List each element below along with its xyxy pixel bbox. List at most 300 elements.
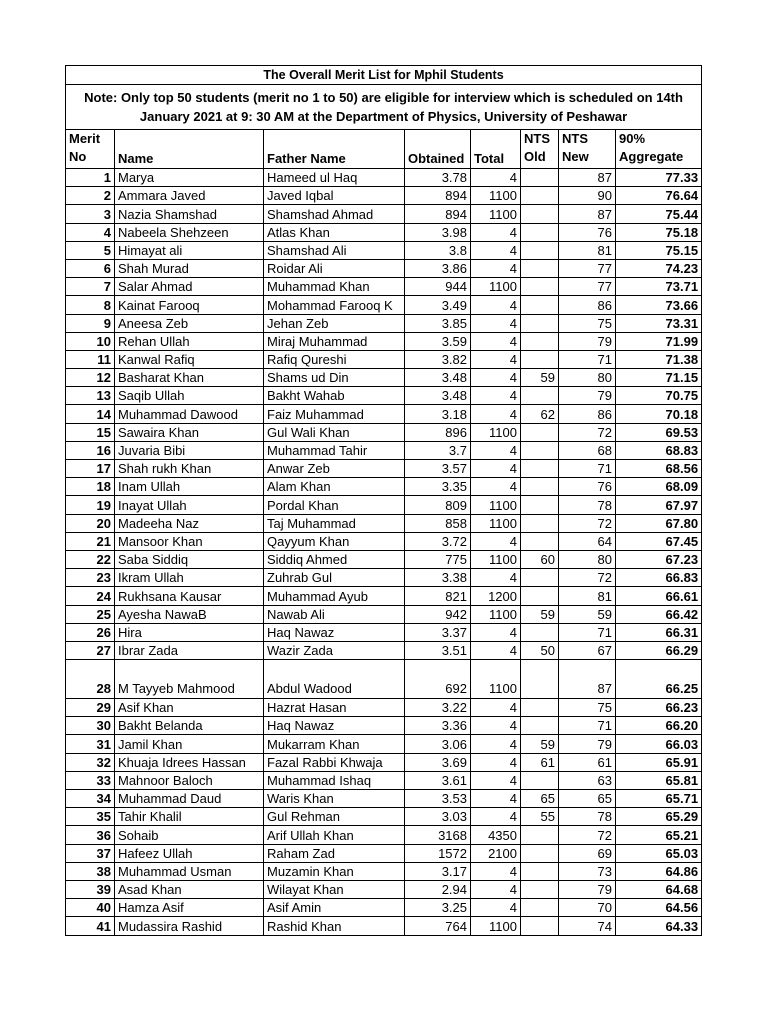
total-cell: 4 — [471, 569, 521, 587]
header-name: Name — [115, 130, 264, 169]
aggregate-cell: 67.45 — [616, 532, 702, 550]
total-cell: 4 — [471, 259, 521, 277]
merit-no-cell: 10 — [66, 332, 115, 350]
aggregate-cell: 70.75 — [616, 387, 702, 405]
table-row — [66, 423, 702, 441]
table-row — [66, 478, 702, 496]
nts-old-cell — [521, 569, 559, 587]
obtained-cell: 3.53 — [405, 790, 471, 808]
student-name-cell: Saba Siddiq — [115, 550, 264, 568]
aggregate-cell: 64.33 — [616, 917, 702, 935]
nts-new-cell: 80 — [559, 369, 616, 387]
nts-old-cell: 55 — [521, 808, 559, 826]
obtained-cell: 944 — [405, 278, 471, 296]
obtained-cell: 3.03 — [405, 808, 471, 826]
merit-no-cell: 2 — [66, 187, 115, 205]
student-name-cell: Aneesa Zeb — [115, 314, 264, 332]
obtained-cell: 3.51 — [405, 641, 471, 659]
table-row — [66, 790, 702, 808]
total-cell: 4 — [471, 314, 521, 332]
student-name-cell: Mansoor Khan — [115, 532, 264, 550]
obtained-cell: 692 — [405, 660, 471, 699]
father-name-cell: Asif Amin — [264, 899, 405, 917]
merit-no-cell: 15 — [66, 423, 115, 441]
total-cell: 4 — [471, 369, 521, 387]
table-row — [66, 587, 702, 605]
father-name-cell: Rashid Khan — [264, 917, 405, 935]
table-row — [66, 660, 702, 699]
nts-old-cell — [521, 314, 559, 332]
aggregate-cell: 73.66 — [616, 296, 702, 314]
aggregate-cell: 67.80 — [616, 514, 702, 532]
obtained-cell: 3.85 — [405, 314, 471, 332]
aggregate-cell: 68.56 — [616, 460, 702, 478]
nts-old-cell — [521, 441, 559, 459]
nts-old-cell — [521, 862, 559, 880]
father-name-cell: Haq Nawaz — [264, 623, 405, 641]
student-name-cell: Hira — [115, 623, 264, 641]
total-cell: 4 — [471, 169, 521, 187]
table-row — [66, 514, 702, 532]
father-name-cell: Faiz Muhammad — [264, 405, 405, 423]
obtained-cell: 894 — [405, 205, 471, 223]
merit-no-cell: 31 — [66, 735, 115, 753]
obtained-cell: 3.8 — [405, 241, 471, 259]
total-cell: 4 — [471, 623, 521, 641]
nts-new-cell: 72 — [559, 569, 616, 587]
table-row — [66, 623, 702, 641]
nts-old-cell: 50 — [521, 641, 559, 659]
father-name-cell: Anwar Zeb — [264, 460, 405, 478]
nts-new-cell: 67 — [559, 641, 616, 659]
father-name-cell: Mukarram Khan — [264, 735, 405, 753]
student-name-cell: Saqib Ullah — [115, 387, 264, 405]
student-name-cell: Sawaira Khan — [115, 423, 264, 441]
merit-no-cell: 7 — [66, 278, 115, 296]
total-cell: 4 — [471, 753, 521, 771]
aggregate-cell: 66.25 — [616, 660, 702, 699]
nts-old-cell — [521, 278, 559, 296]
nts-new-cell: 71 — [559, 350, 616, 368]
aggregate-cell: 71.38 — [616, 350, 702, 368]
nts-old-cell — [521, 899, 559, 917]
total-cell: 1100 — [471, 423, 521, 441]
father-name-cell: Muhammad Ayub — [264, 587, 405, 605]
merit-no-cell: 12 — [66, 369, 115, 387]
merit-no-cell: 21 — [66, 532, 115, 550]
obtained-cell: 3.49 — [405, 296, 471, 314]
nts-old-cell — [521, 205, 559, 223]
table-row — [66, 187, 702, 205]
father-name-cell: Fazal Rabbi Khwaja — [264, 753, 405, 771]
aggregate-cell: 69.53 — [616, 423, 702, 441]
aggregate-cell: 68.83 — [616, 441, 702, 459]
merit-no-cell: 23 — [66, 569, 115, 587]
table-row — [66, 641, 702, 659]
obtained-cell: 3.36 — [405, 717, 471, 735]
obtained-cell: 896 — [405, 423, 471, 441]
obtained-cell: 821 — [405, 587, 471, 605]
aggregate-cell: 68.09 — [616, 478, 702, 496]
obtained-cell: 3.35 — [405, 478, 471, 496]
merit-no-cell: 30 — [66, 717, 115, 735]
aggregate-cell: 65.21 — [616, 826, 702, 844]
nts-new-cell: 87 — [559, 169, 616, 187]
nts-old-cell — [521, 387, 559, 405]
total-cell: 4 — [471, 699, 521, 717]
nts-new-cell: 75 — [559, 699, 616, 717]
merit-no-cell: 3 — [66, 205, 115, 223]
nts-new-cell: 77 — [559, 259, 616, 277]
obtained-cell: 942 — [405, 605, 471, 623]
nts-old-cell — [521, 826, 559, 844]
aggregate-cell: 65.29 — [616, 808, 702, 826]
total-cell: 4 — [471, 808, 521, 826]
nts-old-cell: 59 — [521, 369, 559, 387]
table-row — [66, 314, 702, 332]
merit-list-sheet — [65, 65, 701, 936]
aggregate-cell: 73.71 — [616, 278, 702, 296]
header-aggregate: 90% Aggregate — [616, 130, 702, 169]
aggregate-cell: 65.03 — [616, 844, 702, 862]
obtained-cell: 3.22 — [405, 699, 471, 717]
student-name-cell: Muhammad Dawood — [115, 405, 264, 423]
nts-old-cell — [521, 169, 559, 187]
table-row — [66, 205, 702, 223]
total-cell: 4 — [471, 460, 521, 478]
total-cell: 4 — [471, 862, 521, 880]
student-name-cell: Muhammad Usman — [115, 862, 264, 880]
nts-old-cell — [521, 296, 559, 314]
table-row — [66, 405, 702, 423]
obtained-cell: 3.98 — [405, 223, 471, 241]
father-name-cell: Raham Zad — [264, 844, 405, 862]
obtained-cell: 3.48 — [405, 387, 471, 405]
obtained-cell: 3.72 — [405, 532, 471, 550]
table-row — [66, 826, 702, 844]
student-name-cell: Juvaria Bibi — [115, 441, 264, 459]
header-nts-old: NTS Old — [521, 130, 559, 169]
father-name-cell: Muhammad Ishaq — [264, 771, 405, 789]
table-row — [66, 350, 702, 368]
aggregate-cell: 66.20 — [616, 717, 702, 735]
nts-new-cell: 81 — [559, 587, 616, 605]
nts-new-cell: 72 — [559, 514, 616, 532]
father-name-cell: Haq Nawaz — [264, 717, 405, 735]
student-name-cell: Basharat Khan — [115, 369, 264, 387]
total-cell: 1100 — [471, 496, 521, 514]
merit-no-cell: 19 — [66, 496, 115, 514]
father-name-cell: Shamshad Ahmad — [264, 205, 405, 223]
aggregate-cell: 65.71 — [616, 790, 702, 808]
student-name-cell: Muhammad Daud — [115, 790, 264, 808]
total-cell: 1100 — [471, 514, 521, 532]
aggregate-cell: 75.18 — [616, 223, 702, 241]
obtained-cell: 3.06 — [405, 735, 471, 753]
student-name-cell: Bakht Belanda — [115, 717, 264, 735]
total-cell: 4 — [471, 899, 521, 917]
merit-no-cell: 16 — [66, 441, 115, 459]
student-name-cell: Mahnoor Baloch — [115, 771, 264, 789]
father-name-cell: Miraj Muhammad — [264, 332, 405, 350]
nts-new-cell: 70 — [559, 899, 616, 917]
aggregate-cell: 66.03 — [616, 735, 702, 753]
nts-new-cell: 80 — [559, 550, 616, 568]
merit-no-cell: 35 — [66, 808, 115, 826]
father-name-cell: Siddiq Ahmed — [264, 550, 405, 568]
nts-old-cell: 60 — [521, 550, 559, 568]
student-name-cell: Inam Ullah — [115, 478, 264, 496]
merit-no-cell: 33 — [66, 771, 115, 789]
merit-no-cell: 5 — [66, 241, 115, 259]
student-name-cell: Inayat Ullah — [115, 496, 264, 514]
student-name-cell: Ibrar Zada — [115, 641, 264, 659]
nts-new-cell: 65 — [559, 790, 616, 808]
student-name-cell: Kainat Farooq — [115, 296, 264, 314]
table-row — [66, 735, 702, 753]
student-name-cell: Shah Murad — [115, 259, 264, 277]
table-row — [66, 844, 702, 862]
table-row — [66, 771, 702, 789]
student-name-cell: Hafeez Ullah — [115, 844, 264, 862]
table-row — [66, 369, 702, 387]
father-name-cell: Qayyum Khan — [264, 532, 405, 550]
father-name-cell: Atlas Khan — [264, 223, 405, 241]
table-row — [66, 223, 702, 241]
header-row — [66, 130, 702, 169]
father-name-cell: Taj Muhammad — [264, 514, 405, 532]
nts-new-cell: 76 — [559, 478, 616, 496]
nts-old-cell — [521, 223, 559, 241]
merit-no-cell: 11 — [66, 350, 115, 368]
father-name-cell: Javed Iqbal — [264, 187, 405, 205]
nts-new-cell: 61 — [559, 753, 616, 771]
nts-new-cell: 63 — [559, 771, 616, 789]
nts-old-cell — [521, 880, 559, 898]
nts-old-cell — [521, 187, 559, 205]
table-row — [66, 441, 702, 459]
table-row — [66, 699, 702, 717]
obtained-cell: 3.86 — [405, 259, 471, 277]
nts-new-cell: 87 — [559, 660, 616, 699]
table-row — [66, 278, 702, 296]
nts-new-cell: 64 — [559, 532, 616, 550]
aggregate-cell: 73.31 — [616, 314, 702, 332]
obtained-cell: 3.61 — [405, 771, 471, 789]
total-cell: 1100 — [471, 917, 521, 935]
nts-old-cell — [521, 587, 559, 605]
student-name-cell: Ayesha NawaB — [115, 605, 264, 623]
father-name-cell: Arif Ullah Khan — [264, 826, 405, 844]
father-name-cell: Muhammad Tahir — [264, 441, 405, 459]
nts-old-cell: 61 — [521, 753, 559, 771]
table-row — [66, 605, 702, 623]
obtained-cell: 775 — [405, 550, 471, 568]
nts-old-cell — [521, 771, 559, 789]
student-name-cell: Ammara Javed — [115, 187, 264, 205]
student-name-cell: Kanwal Rafiq — [115, 350, 264, 368]
obtained-cell: 3.18 — [405, 405, 471, 423]
merit-no-cell: 24 — [66, 587, 115, 605]
nts-old-cell: 62 — [521, 405, 559, 423]
aggregate-cell: 66.61 — [616, 587, 702, 605]
obtained-cell: 3.38 — [405, 569, 471, 587]
nts-old-cell: 59 — [521, 605, 559, 623]
total-cell: 1200 — [471, 587, 521, 605]
table-row — [66, 550, 702, 568]
table-row — [66, 917, 702, 935]
aggregate-cell: 64.86 — [616, 862, 702, 880]
obtained-cell: 3.78 — [405, 169, 471, 187]
total-cell: 2100 — [471, 844, 521, 862]
merit-rows — [66, 169, 702, 936]
obtained-cell: 3168 — [405, 826, 471, 844]
father-name-cell: Muhammad Khan — [264, 278, 405, 296]
aggregate-cell: 71.15 — [616, 369, 702, 387]
total-cell: 4 — [471, 532, 521, 550]
nts-old-cell: 59 — [521, 735, 559, 753]
total-cell: 4 — [471, 350, 521, 368]
table-row — [66, 332, 702, 350]
merit-no-cell: 4 — [66, 223, 115, 241]
father-name-cell: Abdul Wadood — [264, 660, 405, 699]
student-name-cell: Jamil Khan — [115, 735, 264, 753]
student-name-cell: Asad Khan — [115, 880, 264, 898]
nts-new-cell: 79 — [559, 880, 616, 898]
nts-new-cell: 78 — [559, 808, 616, 826]
merit-no-cell: 32 — [66, 753, 115, 771]
obtained-cell: 3.59 — [405, 332, 471, 350]
merit-no-cell: 41 — [66, 917, 115, 935]
merit-no-cell: 36 — [66, 826, 115, 844]
nts-old-cell — [521, 241, 559, 259]
total-cell: 1100 — [471, 278, 521, 296]
father-name-cell: Alam Khan — [264, 478, 405, 496]
page-title: The Overall Merit List for Mphil Students — [66, 66, 702, 85]
merit-list-table — [65, 65, 702, 936]
merit-no-cell: 22 — [66, 550, 115, 568]
header-total: Total — [471, 130, 521, 169]
header-father-name: Father Name — [264, 130, 405, 169]
student-name-cell: Himayat ali — [115, 241, 264, 259]
nts-new-cell: 72 — [559, 826, 616, 844]
nts-new-cell: 79 — [559, 387, 616, 405]
table-row — [66, 753, 702, 771]
nts-old-cell — [521, 514, 559, 532]
table-row — [66, 460, 702, 478]
table-row — [66, 387, 702, 405]
aggregate-cell: 74.23 — [616, 259, 702, 277]
merit-no-cell: 6 — [66, 259, 115, 277]
father-name-cell: Wazir Zada — [264, 641, 405, 659]
aggregate-cell: 66.31 — [616, 623, 702, 641]
nts-new-cell: 87 — [559, 205, 616, 223]
student-name-cell: Hamza Asif — [115, 899, 264, 917]
nts-new-cell: 71 — [559, 623, 616, 641]
total-cell: 1100 — [471, 605, 521, 623]
father-name-cell: Hameed ul Haq — [264, 169, 405, 187]
nts-old-cell — [521, 532, 559, 550]
nts-new-cell: 75 — [559, 314, 616, 332]
total-cell: 4 — [471, 387, 521, 405]
nts-old-cell — [521, 496, 559, 514]
merit-no-cell: 9 — [66, 314, 115, 332]
nts-new-cell: 81 — [559, 241, 616, 259]
student-name-cell: Sohaib — [115, 826, 264, 844]
father-name-cell: Gul Wali Khan — [264, 423, 405, 441]
nts-new-cell: 86 — [559, 405, 616, 423]
nts-old-cell — [521, 699, 559, 717]
table-row — [66, 496, 702, 514]
total-cell: 1100 — [471, 660, 521, 699]
nts-old-cell — [521, 844, 559, 862]
obtained-cell: 3.37 — [405, 623, 471, 641]
merit-no-cell: 13 — [66, 387, 115, 405]
nts-old-cell — [521, 660, 559, 699]
obtained-cell: 894 — [405, 187, 471, 205]
table-row — [66, 296, 702, 314]
nts-old-cell — [521, 623, 559, 641]
student-name-cell: Madeeha Naz — [115, 514, 264, 532]
table-row — [66, 808, 702, 826]
table-row — [66, 259, 702, 277]
aggregate-cell: 65.91 — [616, 753, 702, 771]
nts-old-cell — [521, 717, 559, 735]
header-merit-no: Merit No — [66, 130, 115, 169]
father-name-cell: Zuhrab Gul — [264, 569, 405, 587]
obtained-cell: 858 — [405, 514, 471, 532]
obtained-cell: 809 — [405, 496, 471, 514]
nts-new-cell: 73 — [559, 862, 616, 880]
student-name-cell: Rukhsana Kausar — [115, 587, 264, 605]
merit-no-cell: 25 — [66, 605, 115, 623]
aggregate-cell: 75.15 — [616, 241, 702, 259]
total-cell: 1100 — [471, 550, 521, 568]
merit-no-cell: 38 — [66, 862, 115, 880]
aggregate-cell: 66.42 — [616, 605, 702, 623]
father-name-cell: Gul Rehman — [264, 808, 405, 826]
table-row — [66, 532, 702, 550]
student-name-cell: Asif Khan — [115, 699, 264, 717]
merit-no-cell: 8 — [66, 296, 115, 314]
total-cell: 4 — [471, 332, 521, 350]
nts-new-cell: 79 — [559, 332, 616, 350]
nts-new-cell: 90 — [559, 187, 616, 205]
father-name-cell: Waris Khan — [264, 790, 405, 808]
student-name-cell: Tahir Khalil — [115, 808, 264, 826]
total-cell: 4 — [471, 790, 521, 808]
table-row — [66, 717, 702, 735]
father-name-cell: Wilayat Khan — [264, 880, 405, 898]
aggregate-cell: 75.44 — [616, 205, 702, 223]
table-row — [66, 241, 702, 259]
obtained-cell: 3.25 — [405, 899, 471, 917]
nts-old-cell — [521, 423, 559, 441]
student-name-cell: Mudassira Rashid — [115, 917, 264, 935]
nts-new-cell: 69 — [559, 844, 616, 862]
total-cell: 4 — [471, 641, 521, 659]
student-name-cell: Nabeela Shehzeen — [115, 223, 264, 241]
nts-new-cell: 59 — [559, 605, 616, 623]
father-name-cell: Hazrat Hasan — [264, 699, 405, 717]
father-name-cell: Rafiq Qureshi — [264, 350, 405, 368]
nts-new-cell: 71 — [559, 717, 616, 735]
header-obtained: Obtained — [405, 130, 471, 169]
total-cell: 4 — [471, 880, 521, 898]
merit-no-cell: 14 — [66, 405, 115, 423]
father-name-cell: Jehan Zeb — [264, 314, 405, 332]
aggregate-cell: 67.97 — [616, 496, 702, 514]
